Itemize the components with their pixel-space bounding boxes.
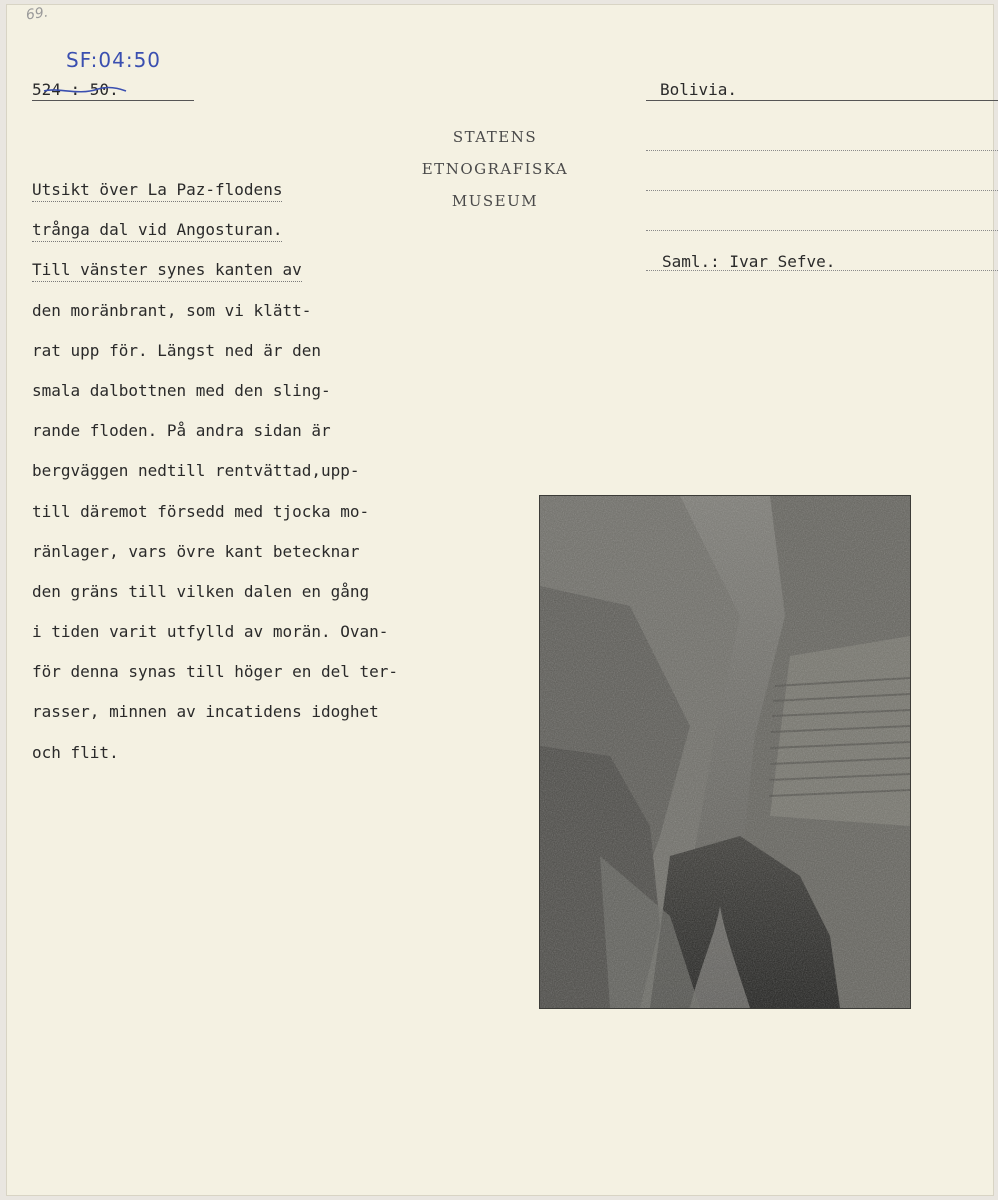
- old-number-underline: [32, 100, 194, 101]
- description-line: den gräns till vilken dalen en gång: [32, 581, 370, 601]
- country: Bolivia.: [660, 80, 738, 99]
- catalog-number: SF:04:50: [66, 48, 162, 72]
- description-line: den moränbrant, som vi klätt-: [32, 300, 312, 320]
- description-line: trånga dal vid Angosturan.: [32, 210, 398, 250]
- description-line: Utsikt över La Paz-flodens: [32, 170, 398, 210]
- description-line: Till vänster synes kanten av: [32, 250, 398, 290]
- description-line: rasser, minnen av incatidens idoghet: [32, 702, 379, 722]
- gorge-photo-image: [540, 496, 910, 1008]
- description-line: bergväggen nedtill rentvättad,upp-: [32, 461, 360, 481]
- corner-note: 69.: [24, 4, 50, 24]
- museum-stamp-line: MUSEUM: [451, 192, 539, 210]
- dotted-line: [646, 190, 998, 191]
- museum-stamp-line: ETNOGRAFISKA: [421, 160, 569, 178]
- description-line: för denna synas till höger en del ter-: [32, 662, 399, 682]
- index-card: [6, 4, 994, 1196]
- gorge-photograph: [540, 496, 910, 1008]
- description-line: rande floden. På andra sidan är: [32, 421, 331, 441]
- old-number: 524 : 50.: [32, 80, 119, 99]
- strikethrough-mark: [38, 82, 128, 98]
- museum-stamp-line: STATENS: [452, 128, 538, 146]
- collection-label: Saml.: Ivar Sefve.: [662, 252, 836, 271]
- country-underline: [646, 100, 998, 101]
- description-line: rat upp för. Längst ned är den: [32, 340, 321, 360]
- description-line: till däremot försedd med tjocka mo-: [32, 501, 370, 521]
- description-line: och flit.: [32, 742, 119, 762]
- description: [32, 170, 398, 773]
- dotted-line: [646, 230, 998, 231]
- description-line: ränlager, vars övre kant betecknar: [32, 541, 360, 561]
- dotted-line: [646, 150, 998, 151]
- description-line: smala dalbottnen med den sling-: [32, 380, 331, 400]
- description-line: i tiden varit utfylld av morän. Ovan-: [32, 622, 389, 642]
